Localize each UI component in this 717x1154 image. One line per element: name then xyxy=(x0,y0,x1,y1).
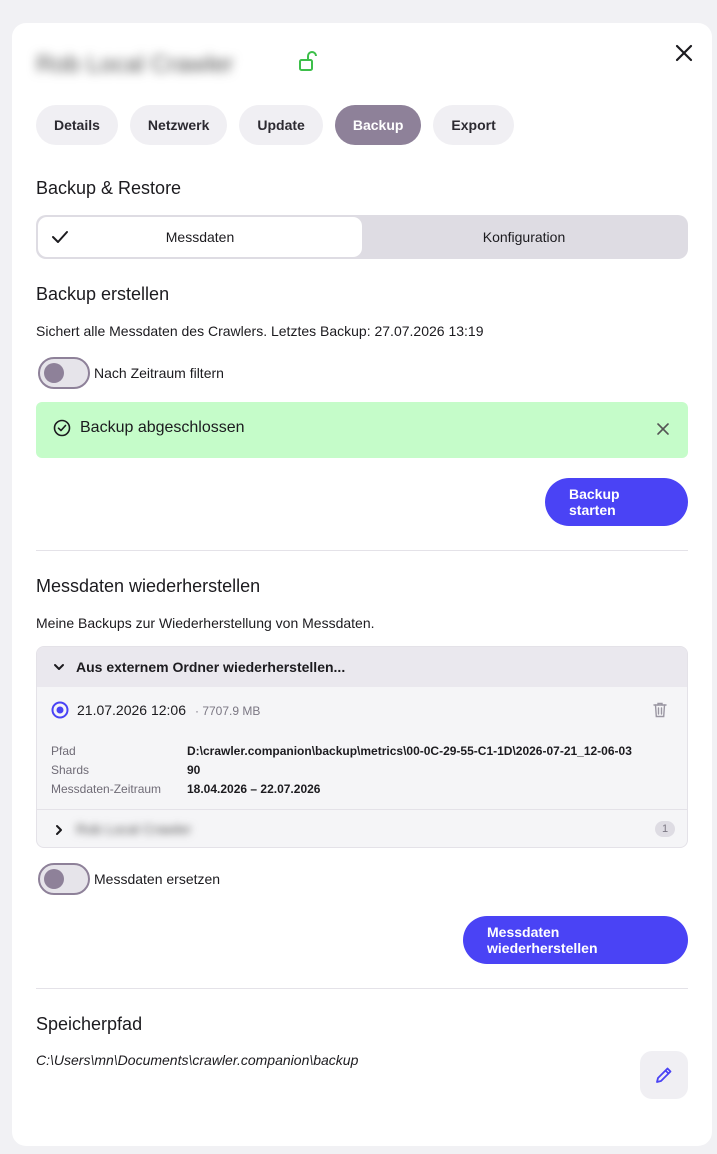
segmented-control xyxy=(36,215,688,259)
tab-netzwerk[interactable]: Netzwerk xyxy=(130,105,227,145)
backup-size: · 7707.9 MB xyxy=(195,704,261,718)
success-alert xyxy=(36,402,688,458)
shards-value: 90 xyxy=(187,763,201,777)
close-icon[interactable] xyxy=(672,41,696,65)
crawler-group[interactable] xyxy=(37,809,688,848)
chevron-down-icon xyxy=(51,659,67,675)
filter-toggle-label: Nach Zeitraum filtern xyxy=(94,365,224,381)
segment-messdaten-label: Messdaten xyxy=(165,229,235,245)
close-icon[interactable] xyxy=(654,420,672,438)
tab-export[interactable]: Export xyxy=(433,105,513,145)
edit-path-button[interactable] xyxy=(640,1051,688,1099)
toggle-knob xyxy=(44,363,64,383)
segment-konfiguration[interactable]: Konfiguration xyxy=(482,229,566,245)
tab-update[interactable]: Update xyxy=(239,105,322,145)
backup-restore-heading: Backup & Restore xyxy=(36,178,182,198)
check-circle-icon xyxy=(52,418,72,438)
storage-path: C:\Users\mn\Documents\crawler.companion\backup xyxy=(36,1052,359,1068)
segment-messdaten[interactable] xyxy=(38,217,362,257)
divider xyxy=(36,550,688,551)
backup-date: 21.07.2026 12:06 xyxy=(77,702,186,718)
restore-button[interactable]: Messdaten wiederherstellen xyxy=(463,916,688,964)
unlock-icon[interactable] xyxy=(296,49,320,73)
crawler-dialog xyxy=(12,23,712,1146)
radio-selected-icon[interactable] xyxy=(51,701,69,719)
check-icon xyxy=(50,227,70,247)
pencil-icon xyxy=(654,1065,674,1085)
external-folder-group[interactable] xyxy=(37,647,688,687)
backup-start-button[interactable]: Backup starten xyxy=(545,478,688,526)
toggle-knob xyxy=(44,869,64,889)
restore-heading: Messdaten wiederherstellen xyxy=(36,576,261,596)
count-badge: 1 xyxy=(655,821,675,837)
path-value: D:\crawler.companion\backup\metrics\00-0C-29-55-C1-1D\2026-07-21_12-06-03 xyxy=(187,744,632,758)
tab-bar xyxy=(36,105,514,145)
tab-backup[interactable]: Backup xyxy=(335,105,422,145)
storage-heading: Speicherpfad xyxy=(36,1014,143,1034)
tab-details[interactable]: Details xyxy=(36,105,118,145)
range-value: 18.04.2026 – 22.07.2026 xyxy=(187,782,321,796)
external-folder-label: Aus externem Ordner wiederherstellen... xyxy=(76,659,346,675)
backup-create-heading: Backup erstellen xyxy=(36,284,170,304)
divider xyxy=(36,988,688,989)
restore-list xyxy=(36,646,688,848)
replace-toggle-label: Messdaten ersetzen xyxy=(94,871,221,887)
range-label: Messdaten-Zeitraum xyxy=(51,782,162,796)
dialog-title: Rob Local Crawler xyxy=(36,51,234,78)
path-label: Pfad xyxy=(51,744,76,758)
alert-message: Backup abgeschlossen xyxy=(80,419,245,436)
chevron-right-icon xyxy=(51,822,67,838)
trash-icon[interactable] xyxy=(652,701,668,719)
replace-toggle[interactable] xyxy=(38,863,90,895)
backup-entry xyxy=(37,687,688,809)
restore-description: Meine Backups zur Wiederherstellung von Messdaten. xyxy=(36,615,375,631)
backup-create-description: Sichert alle Messdaten des Crawlers. Letztes Backup: 27.07.2026 13:19 xyxy=(36,323,484,339)
shards-label: Shards xyxy=(51,763,90,777)
crawler-group-label: Rob Local Crawler xyxy=(76,821,192,837)
filter-toggle[interactable] xyxy=(38,357,90,389)
